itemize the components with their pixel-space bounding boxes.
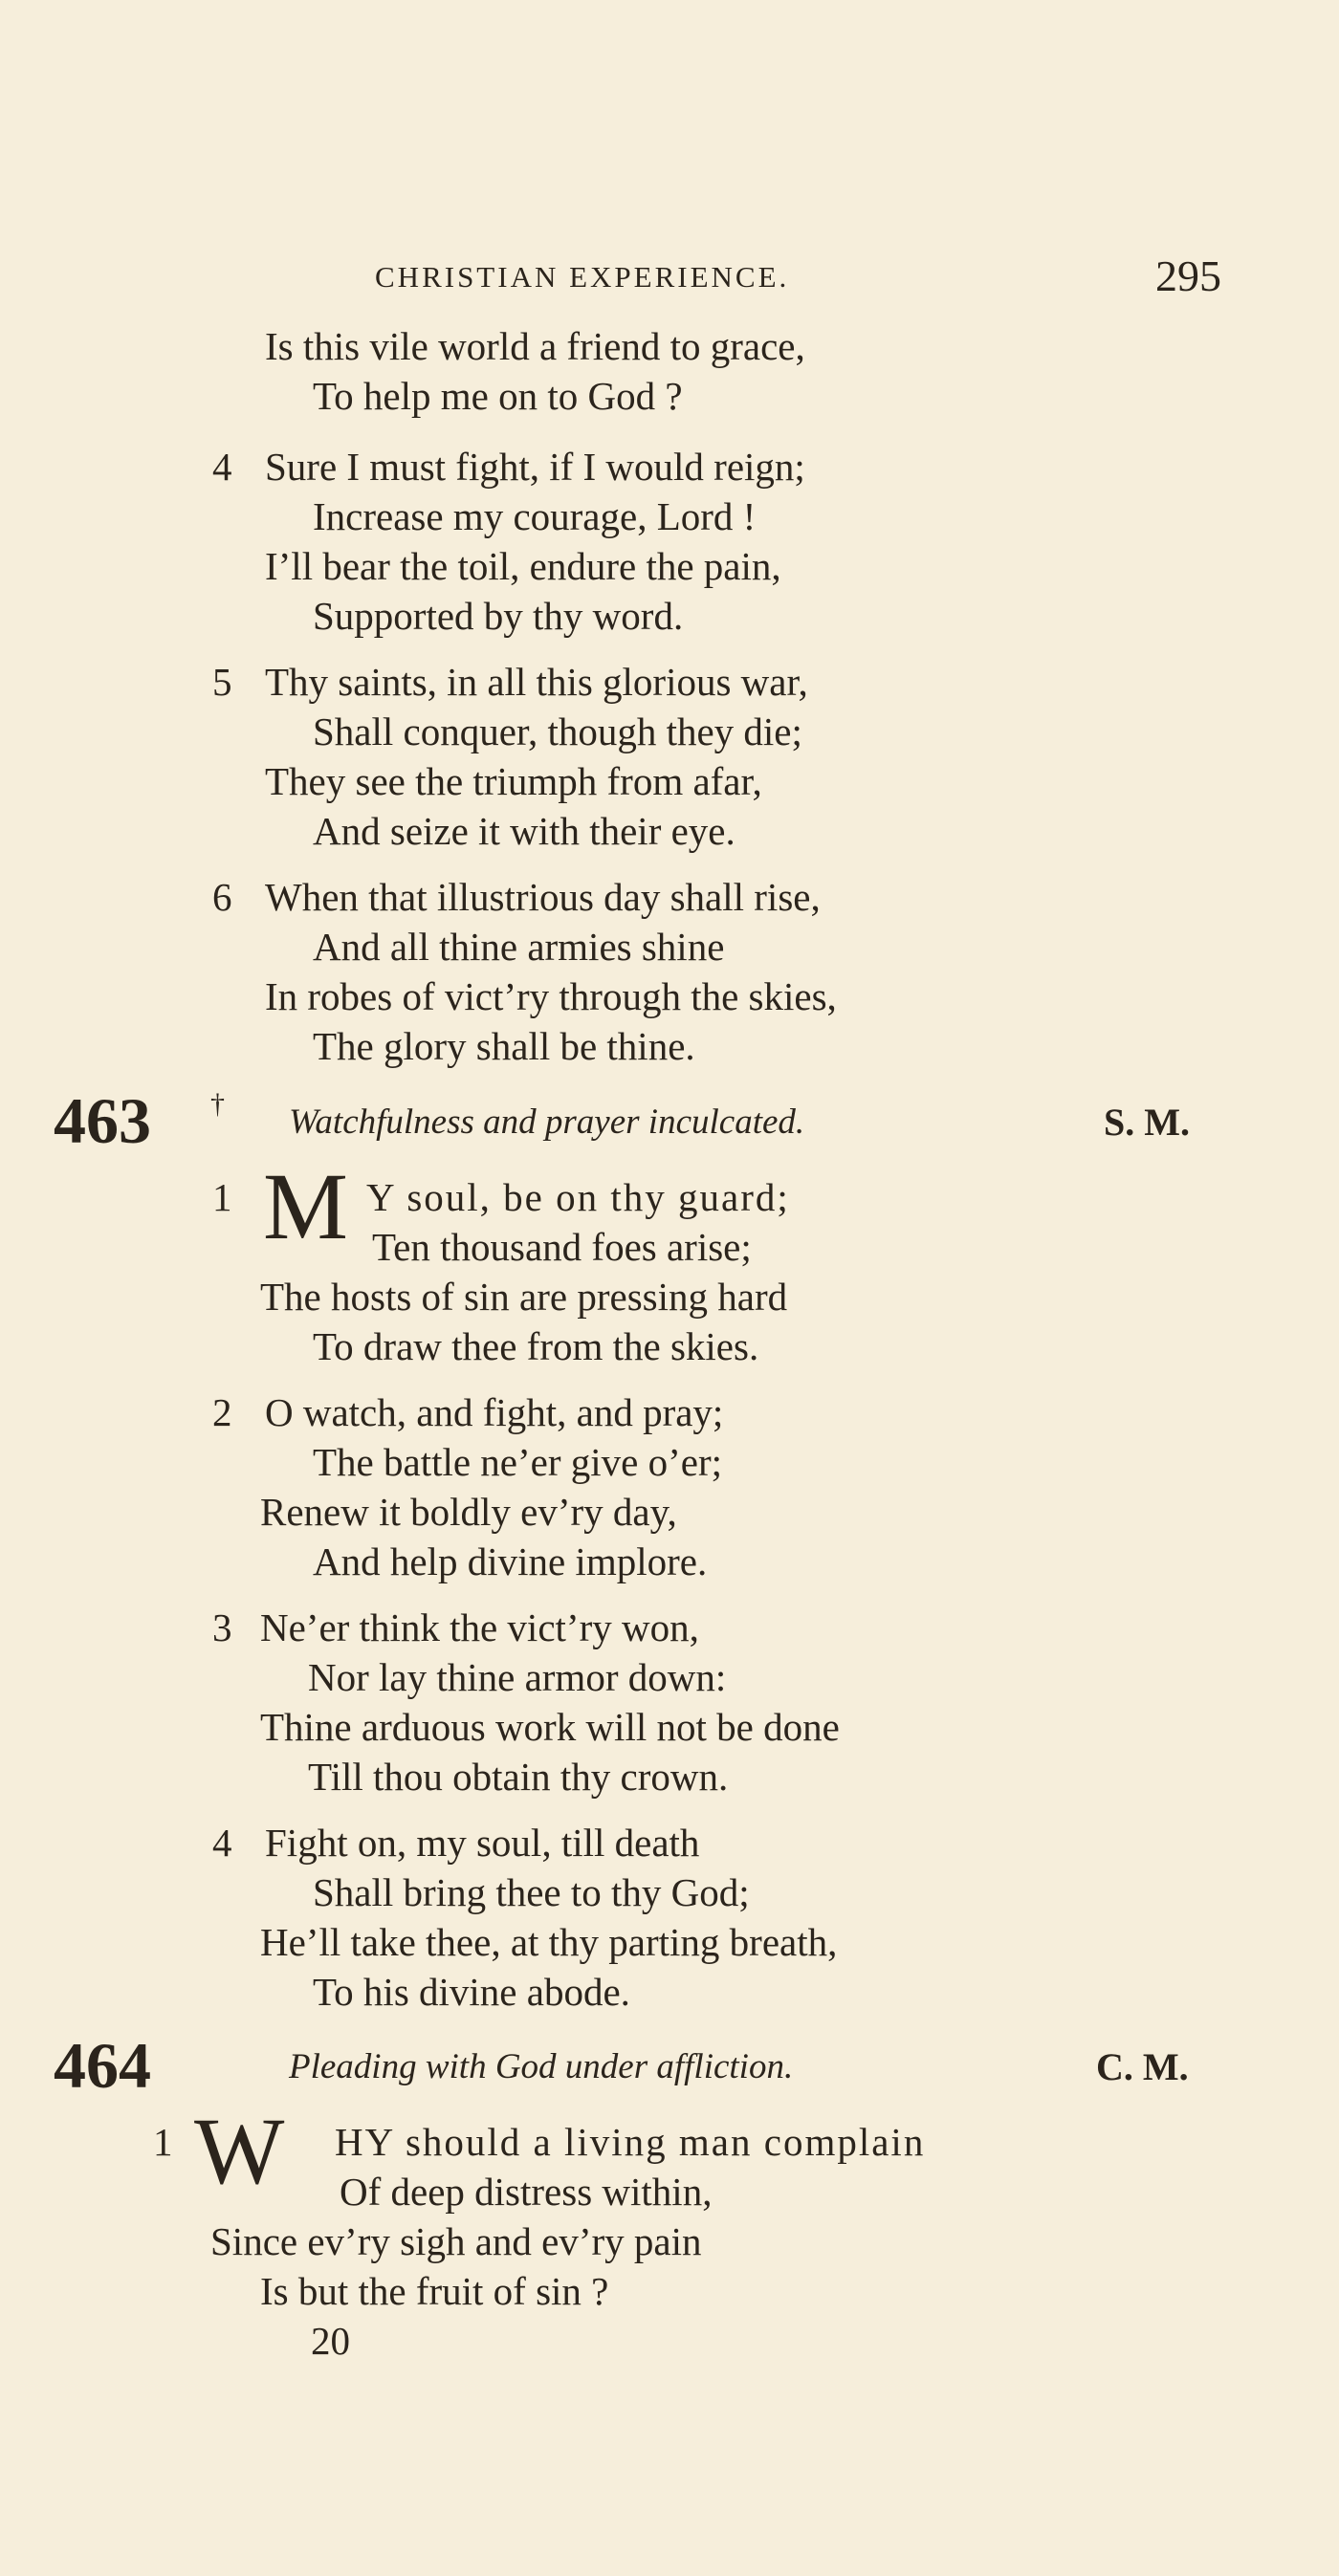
stanza-number: 4 (212, 445, 232, 489)
verse-line: To draw thee from the skies. (313, 1324, 759, 1368)
verse-line: Ne’er think the vict’ry won, (260, 1605, 699, 1649)
page-number: 295 (1155, 251, 1221, 300)
verse-line: And all thine armies shine (313, 925, 725, 969)
verse-line: I’ll bear the toil, endure the pain, (265, 544, 781, 588)
verse-line: Shall bring thee to thy God; (313, 1870, 750, 1914)
verse-line: HY should a living man complain (335, 2120, 926, 2164)
drop-cap: M (263, 1153, 348, 1259)
verse-line: Thine arduous work will not be done (260, 1705, 840, 1749)
verse-line: When that illustrious day shall rise, (265, 875, 821, 919)
verse-line: He’ll take thee, at thy parting breath, (260, 1920, 838, 1964)
verse-line: Till thou obtain thy crown. (308, 1755, 729, 1799)
verse-line: Renew it boldly ev’ry day, (260, 1490, 677, 1534)
verse-line: And seize it with their eye. (313, 809, 735, 853)
hymn-number: 464 (54, 2029, 151, 2102)
verse-line: To his divine abode. (313, 1970, 630, 2014)
stanza-number: 6 (212, 875, 232, 919)
stanza-number: 5 (212, 660, 232, 704)
verse-line: And help divine implore. (313, 1539, 708, 1583)
stanza-number: 1 (212, 1175, 232, 1219)
stanza-number: 2 (212, 1390, 232, 1434)
verse-line: Sure I must fight, if I would reign; (265, 445, 805, 489)
verse-line: Shall conquer, though they die; (313, 709, 802, 753)
verse-line: Increase my courage, Lord ! (313, 494, 757, 538)
signature-mark: 20 (311, 2319, 350, 2363)
verse-line: Fight on, my soul, till death (265, 1821, 700, 1865)
verse-line: Since ev’ry sigh and ev’ry pain (210, 2219, 702, 2263)
hymn-title: Watchfulness and prayer inculcated. (289, 1102, 805, 1142)
page-header (0, 251, 1339, 308)
dagger-mark: † (210, 1088, 225, 1120)
verse-line: Of deep distress within, (340, 2170, 713, 2214)
verse-line: The battle ne’er give o’er; (313, 1440, 722, 1484)
verse-line: Supported by thy word. (313, 594, 684, 638)
running-title: CHRISTIAN EXPERIENCE. (375, 260, 790, 294)
verse-line: Nor lay thine armor down: (308, 1655, 727, 1699)
verse-line: To help me on to God ? (313, 374, 683, 418)
hymn-meter: S. M. (1104, 1101, 1190, 1144)
drop-cap: W (194, 2098, 285, 2204)
stanza-number: 4 (212, 1821, 232, 1865)
verse-line: In robes of vict’ry through the skies, (265, 974, 837, 1018)
stanza-number: 1 (153, 2120, 173, 2164)
verse-line: Is but the fruit of sin ? (260, 2269, 609, 2313)
verse-line: Is this vile world a friend to grace, (265, 324, 805, 368)
verse-line: They see the triumph from afar, (265, 759, 762, 803)
verse-line: Thy saints, in all this glorious war, (265, 660, 808, 704)
verse-line: O watch, and fight, and pray; (265, 1390, 724, 1434)
stanza-number: 3 (212, 1605, 232, 1649)
verse-line: Ten thousand foes arise; (372, 1225, 752, 1269)
verse-line: The hosts of sin are pressing hard (260, 1275, 788, 1319)
hymn-number: 463 (54, 1084, 151, 1157)
hymn-title: Pleading with God under affliction. (289, 2047, 794, 2086)
hymn-meter: C. M. (1096, 2045, 1189, 2088)
verse-line: The glory shall be thine. (313, 1024, 695, 1068)
verse-line: Y soul, be on thy guard; (366, 1175, 790, 1219)
